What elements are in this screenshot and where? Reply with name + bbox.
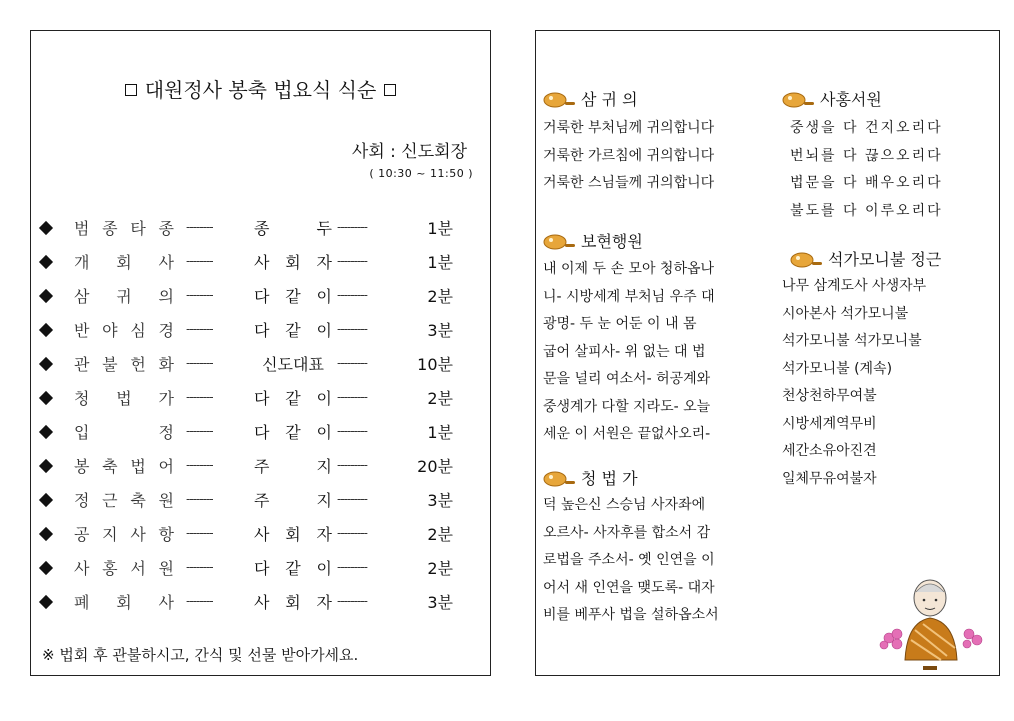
dash-separator: -------- xyxy=(186,594,213,608)
program-item-duration: 20분 xyxy=(417,457,453,476)
program-item-name-char: 종 xyxy=(158,219,174,238)
text-line: 세운 이 서원은 끝없사오리- xyxy=(543,426,711,442)
moktak-bell-icon xyxy=(543,90,577,108)
program-row xyxy=(41,556,481,590)
text-line: 석가모니불 석가모니불 xyxy=(782,333,922,349)
program-item-name-char: 종 xyxy=(102,219,118,238)
program-item-performer xyxy=(254,250,332,273)
program-item-name-char: 개 xyxy=(74,253,90,272)
time-range: ( 10:30 ~ 11:50 ) xyxy=(369,167,473,180)
moktak-bell-icon xyxy=(782,90,816,108)
dash-separator: -------- xyxy=(186,390,213,404)
program-title xyxy=(30,74,491,103)
program-item-performer-char: 주 xyxy=(254,457,270,476)
program-row xyxy=(41,386,481,420)
program-item-performer xyxy=(254,352,332,375)
dash-separator: -------- xyxy=(186,288,213,302)
program-item-performer-char: 이 xyxy=(316,559,332,578)
program-item-name-char: 사 xyxy=(158,593,174,612)
program-item-performer-char: 신도대표 xyxy=(262,355,324,374)
program-item-performer-char: 같 xyxy=(285,559,301,578)
program-item-name-char: 원 xyxy=(158,491,174,510)
program-item-name-char: 헌 xyxy=(130,355,146,374)
diamond-bullet-icon xyxy=(39,357,53,371)
section-title-samgwieui xyxy=(543,87,638,110)
sahong-text xyxy=(790,115,943,225)
seokga-text xyxy=(782,273,926,493)
program-item-name-char: 서 xyxy=(130,559,146,578)
diamond-bullet-icon xyxy=(39,459,53,473)
program-item-name-char: 의 xyxy=(158,287,174,306)
program-item-name xyxy=(74,250,174,273)
diamond-bullet-icon xyxy=(39,425,53,439)
dash-separator: --------- xyxy=(337,594,367,608)
program-item-performer-char: 주 xyxy=(254,491,270,510)
dash-separator: --------- xyxy=(337,560,367,574)
text-line: 로법을 주소서- 옛 인연을 이 xyxy=(543,552,715,568)
program-item-name-char: 정 xyxy=(158,423,174,442)
text-line: 시방세계역무비 xyxy=(782,415,877,432)
dash-separator: -------- xyxy=(186,526,213,540)
program-item-duration: 2분 xyxy=(427,525,453,544)
program-item-name-char: 경 xyxy=(158,321,174,340)
program-item-name-char: 삼 xyxy=(74,287,90,306)
program-list xyxy=(41,216,481,624)
program-item-name xyxy=(74,420,174,443)
diamond-bullet-icon xyxy=(39,493,53,507)
program-item-performer-char: 회 xyxy=(285,525,301,544)
square-bullet-icon xyxy=(125,84,137,96)
program-item-duration: 1분 xyxy=(427,219,453,238)
program-item-name-char: 귀 xyxy=(116,287,132,306)
section-title-bohyeon xyxy=(543,229,643,252)
dash-separator: -------- xyxy=(186,356,213,370)
program-item-performer-char: 사 xyxy=(254,253,270,272)
diamond-bullet-icon xyxy=(39,221,53,235)
program-item-name-char: 관 xyxy=(74,355,90,374)
cheongbeop-text xyxy=(543,492,719,630)
text-line: 세간소유아진견 xyxy=(782,443,877,459)
diamond-bullet-icon xyxy=(39,255,53,269)
program-row xyxy=(41,352,481,386)
program-item-name-char: 폐 xyxy=(74,593,90,612)
text-line: 문을 널리 여소서- 허공계와 xyxy=(543,371,711,387)
program-item-name-char: 청 xyxy=(74,389,90,408)
section-title-seokga xyxy=(790,247,941,270)
text-line: 거룩한 가르침에 귀의합니다 xyxy=(543,147,715,164)
text-line: 천상천하무여불 xyxy=(782,388,877,404)
program-item-name-char: 사 xyxy=(158,253,174,272)
program-item-name xyxy=(74,284,174,307)
program-item-performer-char: 지 xyxy=(316,491,332,510)
program-item-performer-char: 사 xyxy=(254,525,270,544)
dash-separator: --------- xyxy=(337,220,367,234)
program-item-performer xyxy=(254,420,332,443)
program-item-duration: 2분 xyxy=(427,389,453,408)
program-item-name-char: 원 xyxy=(158,559,174,578)
program-item-duration: 2분 xyxy=(427,559,453,578)
section-title-text: 석가모니불 정근 xyxy=(828,250,942,269)
program-item-performer-char: 다 xyxy=(254,321,270,340)
program-item-name-char: 지 xyxy=(102,525,118,544)
program-row xyxy=(41,284,481,318)
program-row xyxy=(41,454,481,488)
program-item-name-char: 근 xyxy=(102,491,118,510)
program-item-name xyxy=(74,590,174,613)
diamond-bullet-icon xyxy=(39,561,53,575)
text-line: 덕 높은신 스승님 사자좌에 xyxy=(543,497,706,513)
program-item-performer xyxy=(254,522,332,545)
program-item-duration: 3분 xyxy=(427,491,453,510)
text-line: 어서 새 인연을 맺도록- 대자 xyxy=(543,579,715,596)
program-item-performer-char: 자 xyxy=(316,525,332,544)
program-title-text: 대원정사 봉축 법요식 식순 xyxy=(144,78,377,102)
program-item-performer-char: 같 xyxy=(285,287,301,306)
program-item-performer-char: 다 xyxy=(254,389,270,408)
program-row xyxy=(41,250,481,284)
text-line: 법문을 다 배우오리다 xyxy=(790,175,943,191)
square-bullet-icon xyxy=(384,84,396,96)
program-item-performer-char: 지 xyxy=(316,457,332,476)
program-item-performer-char: 자 xyxy=(316,253,332,272)
program-item-performer-char: 이 xyxy=(316,321,332,340)
bohyeon-text xyxy=(543,256,715,449)
program-row xyxy=(41,590,481,624)
text-line: 니- 시방세계 부처님 우주 대 xyxy=(543,288,715,305)
dash-separator: --------- xyxy=(337,390,367,404)
program-item-performer-char: 다 xyxy=(254,287,270,306)
program-item-name-char: 법 xyxy=(116,389,132,408)
program-item-performer-char: 두 xyxy=(316,219,332,238)
program-item-performer xyxy=(254,216,332,239)
samgwieui-text xyxy=(543,115,714,198)
program-item-name-char: 반 xyxy=(74,321,90,340)
program-item-performer-char: 이 xyxy=(316,423,332,442)
section-title-text: 청 법 가 xyxy=(581,469,638,488)
program-item-name-char: 어 xyxy=(158,457,174,476)
program-item-performer-char: 같 xyxy=(285,423,301,442)
dash-separator: -------- xyxy=(186,560,213,574)
text-line: 번뇌를 다 끊으오리다 xyxy=(790,147,943,164)
diamond-bullet-icon xyxy=(39,527,53,541)
program-item-performer-char: 같 xyxy=(285,389,301,408)
program-item-duration: 1분 xyxy=(427,423,453,442)
program-item-name xyxy=(74,454,174,477)
program-item-duration: 10분 xyxy=(417,355,453,374)
program-item-name-char: 축 xyxy=(130,491,146,510)
program-item-name-char: 정 xyxy=(74,491,90,510)
dash-separator: -------- xyxy=(186,220,213,234)
section-title-cheongbeop xyxy=(543,466,638,489)
dash-separator: -------- xyxy=(186,424,213,438)
text-line: 오르사- 사자후를 합소서 감 xyxy=(543,524,711,541)
dash-separator: -------- xyxy=(186,458,213,472)
program-item-performer xyxy=(254,590,332,613)
diamond-bullet-icon xyxy=(39,289,53,303)
program-item-duration: 1분 xyxy=(427,253,453,272)
program-item-name-char: 공 xyxy=(74,525,90,544)
dash-separator: --------- xyxy=(337,492,367,506)
program-item-performer-char: 다 xyxy=(254,423,270,442)
program-item-name-char: 불 xyxy=(102,355,118,374)
moktak-bell-icon xyxy=(543,469,577,487)
program-item-performer xyxy=(254,488,332,511)
text-line: 중생계가 다할 지라도- 오늘 xyxy=(543,398,711,415)
program-item-duration: 3분 xyxy=(427,593,453,612)
program-item-performer-char: 자 xyxy=(316,593,332,612)
text-line: 일체무유여불자 xyxy=(782,470,877,487)
text-line: 석가모니불 (계속) xyxy=(782,360,893,377)
program-item-name-char: 사 xyxy=(74,559,90,578)
program-item-performer-char: 회 xyxy=(285,253,301,272)
program-item-duration: 3분 xyxy=(427,321,453,340)
program-item-name xyxy=(74,216,174,239)
section-title-sahong xyxy=(782,87,882,110)
program-item-performer-char: 종 xyxy=(254,219,270,238)
program-row xyxy=(41,488,481,522)
dash-separator: --------- xyxy=(337,526,367,540)
dash-separator: --------- xyxy=(337,254,367,268)
dash-separator: --------- xyxy=(337,322,367,336)
dash-separator: -------- xyxy=(186,492,213,506)
dash-separator: --------- xyxy=(337,288,367,302)
program-item-performer-char: 같 xyxy=(285,321,301,340)
program-item-name-char: 사 xyxy=(130,525,146,544)
moktak-bell-icon xyxy=(790,250,824,268)
program-item-name xyxy=(74,352,174,375)
text-line: 중생을 다 건지오리다 xyxy=(790,120,943,136)
program-item-name-char: 타 xyxy=(130,219,146,238)
program-item-name-char: 항 xyxy=(158,525,174,544)
dash-separator: --------- xyxy=(337,458,367,472)
section-title-text: 사홍서원 xyxy=(820,90,882,109)
program-item-performer-char: 회 xyxy=(285,593,301,612)
program-item-name-char: 축 xyxy=(102,457,118,476)
text-line: 비를 베푸사 법을 설하옵소서 xyxy=(543,607,719,623)
text-line: 거룩한 부처님께 귀의합니다 xyxy=(543,120,715,136)
program-item-name-char: 법 xyxy=(130,457,146,476)
dash-separator: -------- xyxy=(186,322,213,336)
section-title-text: 보현행원 xyxy=(581,232,643,251)
text-line: 거룩한 스님들께 귀의합니다 xyxy=(543,175,715,191)
program-item-name-char: 홍 xyxy=(102,559,118,578)
program-item-name-char: 봉 xyxy=(74,457,90,476)
program-item-name-char: 가 xyxy=(158,389,174,408)
diamond-bullet-icon xyxy=(39,323,53,337)
footnote: ※ 법회 후 관불하시고, 간식 및 선물 받아가세요. xyxy=(42,646,359,664)
program-row xyxy=(41,420,481,454)
program-item-performer-char: 이 xyxy=(316,389,332,408)
program-item-performer xyxy=(254,386,332,409)
program-item-performer xyxy=(254,556,332,579)
program-row xyxy=(41,216,481,250)
program-item-performer-char: 이 xyxy=(316,287,332,306)
program-item-name-char: 입 xyxy=(74,423,90,442)
text-line: 내 이제 두 손 모아 청하옵나 xyxy=(543,261,715,277)
program-item-name xyxy=(74,556,174,579)
monk-illustration-icon xyxy=(875,560,985,670)
dash-separator: --------- xyxy=(337,424,367,438)
program-item-name-char: 회 xyxy=(116,593,132,612)
text-line: 불도를 다 이루오리다 xyxy=(790,202,943,219)
program-item-name-char: 심 xyxy=(130,321,146,340)
text-line: 광명- 두 눈 어둔 이 내 몸 xyxy=(543,316,697,332)
program-row xyxy=(41,318,481,352)
program-item-name xyxy=(74,488,174,511)
program-item-name-char: 회 xyxy=(116,253,132,272)
program-item-performer xyxy=(254,318,332,341)
program-item-name xyxy=(74,318,174,341)
program-item-performer-char: 다 xyxy=(254,559,270,578)
host-label: 사회 : 신도회장 xyxy=(351,142,467,162)
program-item-name-char: 범 xyxy=(74,219,90,238)
moktak-bell-icon xyxy=(543,232,577,250)
text-line: 나무 삼계도사 사생자부 xyxy=(782,278,927,294)
program-item-duration: 2분 xyxy=(427,287,453,306)
text-line: 시아본사 석가모니불 xyxy=(782,305,909,322)
program-item-name-char: 야 xyxy=(102,321,118,340)
program-item-name-char: 화 xyxy=(158,355,174,374)
program-item-performer xyxy=(254,454,332,477)
diamond-bullet-icon xyxy=(39,391,53,405)
dash-separator: --------- xyxy=(337,356,367,370)
program-item-name xyxy=(74,386,174,409)
diamond-bullet-icon xyxy=(39,595,53,609)
program-item-performer xyxy=(254,284,332,307)
program-item-name xyxy=(74,522,174,545)
dash-separator: -------- xyxy=(186,254,213,268)
text-line: 굽어 살피사- 위 없는 대 법 xyxy=(543,343,706,360)
program-row xyxy=(41,522,481,556)
program-item-performer-char: 사 xyxy=(254,593,270,612)
section-title-text: 삼 귀 의 xyxy=(581,90,638,109)
